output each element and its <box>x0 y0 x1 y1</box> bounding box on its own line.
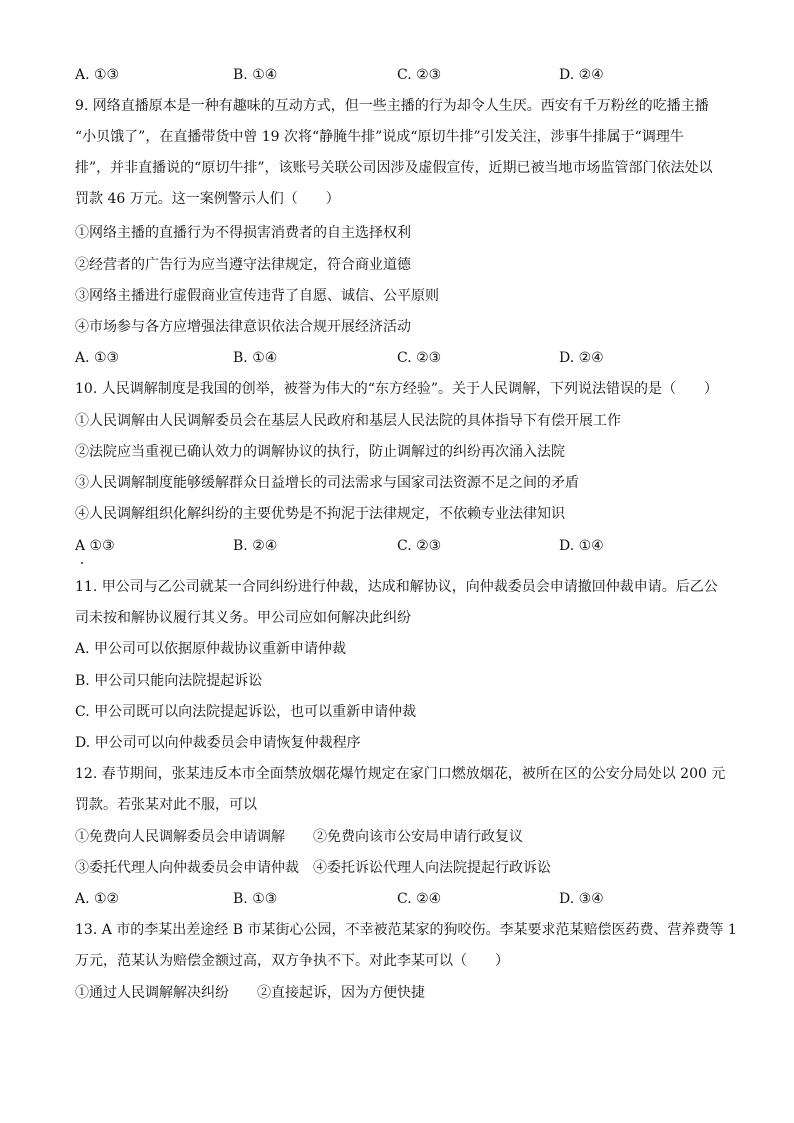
q10-item-4: ④人民调解组织化解纠纷的主要优势是不拘泥于法律规定，不依赖专业法律知识 <box>75 506 565 522</box>
q10-option-d: D. ①④ <box>559 538 604 554</box>
q12-option-c: C. ②④ <box>397 891 442 907</box>
q9-stem-line: 9. 网络直播原本是一种有趣味的互动方式，但一些主播的行为却令人生厌。西安有千万粉丝的吃播主播 <box>75 98 709 114</box>
q11-option-a: A. 甲公司可以依据原仲裁协议重新申请仲裁 <box>75 641 347 657</box>
q13-stem <box>75 915 737 977</box>
q9-item-1: ①网络主播的直播行为不得损害消费者的自主选择权利 <box>75 225 411 241</box>
q11-option-d: D. 甲公司可以向仲裁委员会申请恢复仲裁程序 <box>75 735 361 751</box>
q13-stem-line: 万元，范某认为赔偿金额过高，双方争执不下。对此李某可以（ ） <box>75 953 509 969</box>
q10-option-c: C. ②③ <box>397 538 442 554</box>
q12-option-a: A. ①② <box>75 891 120 907</box>
q13-items-row-1: ①通过人民调解解决纠纷 ②直接起诉，因为方便快捷 <box>75 985 425 1001</box>
q8-option-c: C. ②③ <box>397 67 442 83</box>
q12-stem <box>75 759 726 821</box>
q8-options <box>75 66 723 84</box>
q12-options <box>75 890 723 908</box>
q11-stem-line: 司未按和解协议履行其义务。甲公司应如何解决此纠纷 <box>75 610 411 626</box>
q12-option-b: B. ①③ <box>233 891 278 907</box>
q12-items-row-1: ①免费向人民调解委员会申请调解 ②免费向该市公安局申请行政复议 <box>75 829 523 845</box>
q12-items-row-2: ③委托代理人向仲裁委员会申请仲裁 ④委托诉讼代理人向法院提起行政诉讼 <box>75 860 551 876</box>
q11-option-c: C. 甲公司既可以向法院提起诉讼，也可以重新申请仲裁 <box>75 704 417 720</box>
q10-item-3: ③人民调解制度能够缓解群众日益增长的司法需求与国家司法资源不足之间的矛盾 <box>75 475 579 491</box>
q8-option-b: B. ①④ <box>233 67 278 83</box>
q9-option-d: D. ②④ <box>559 350 604 366</box>
q12-stem-line: 12. 春节期间，张某违反本市全面禁放烟花爆竹规定在家门口燃放烟花，被所在区的公安分局处以 200 元 <box>75 766 726 782</box>
q9-option-c: C. ②③ <box>397 350 442 366</box>
q10-item-2: ②法院应当重视已确认效力的调解协议的执行，防止调解过的纠纷再次涌入法院 <box>75 444 565 460</box>
q9-stem <box>75 91 723 215</box>
q12-stem-line: 罚款。若张某对此不服，可以 <box>75 797 257 813</box>
q9-item-4: ④市场参与各方应增强法律意识依法合规开展经济活动 <box>75 319 411 335</box>
q10-option-a: A ①③ <box>75 538 115 554</box>
q9-options <box>75 349 723 367</box>
q9-stem-line: “小贝饿了”，在直播带货中曾 19 次将“静腌牛排”说成“原切牛排”引发关注，涉事牛排属于“调理牛 <box>75 129 684 145</box>
q13-stem-line: 13. A 市的李某出差途经 B 市某街心公园，不幸被范某家的狗咬伤。李某要求范某赔偿医药费、营养费等 1 <box>75 922 737 938</box>
stray-mark <box>81 562 83 564</box>
q9-item-3: ③网络主播进行虚假商业宣传违背了自愿、诚信、公平原则 <box>75 288 439 304</box>
q11-option-b: B. 甲公司只能向法院提起诉讼 <box>75 673 263 689</box>
q12-option-d: D. ③④ <box>559 891 604 907</box>
q9-option-b: B. ①④ <box>233 350 278 366</box>
q10-stem: 10. 人民调解制度是我国的创举，被誉为伟大的“东方经验”。关于人民调解，下列说法错误的是（ ） <box>75 381 719 397</box>
q8-option-d: D. ②④ <box>559 67 604 83</box>
q9-stem-line: 排”，并非直播说的“原切牛排”，该账号关联公司因涉及虚假宣传，近期已被当地市场监管部门依法处以 <box>75 160 713 176</box>
q9-option-a: A. ①③ <box>75 350 120 366</box>
q10-options <box>75 537 723 555</box>
q9-item-2: ②经营者的广告行为应当遵守法律规定，符合商业道德 <box>75 257 411 273</box>
q10-item-1: ①人民调解由人民调解委员会在基层人民政府和基层人民法院的具体指导下有偿开展工作 <box>75 413 621 429</box>
q11-stem-line: 11. 甲公司与乙公司就某一合同纠纷进行仲裁，达成和解协议，向仲裁委员会申请撤回仲裁申请。后乙公 <box>75 579 718 595</box>
q9-stem-line: 罚款 46 万元。这一案例警示人们（ ） <box>75 191 340 207</box>
q10-option-b: B. ②④ <box>233 538 278 554</box>
q8-option-a: A. ①③ <box>75 67 120 83</box>
q11-stem <box>75 572 723 634</box>
